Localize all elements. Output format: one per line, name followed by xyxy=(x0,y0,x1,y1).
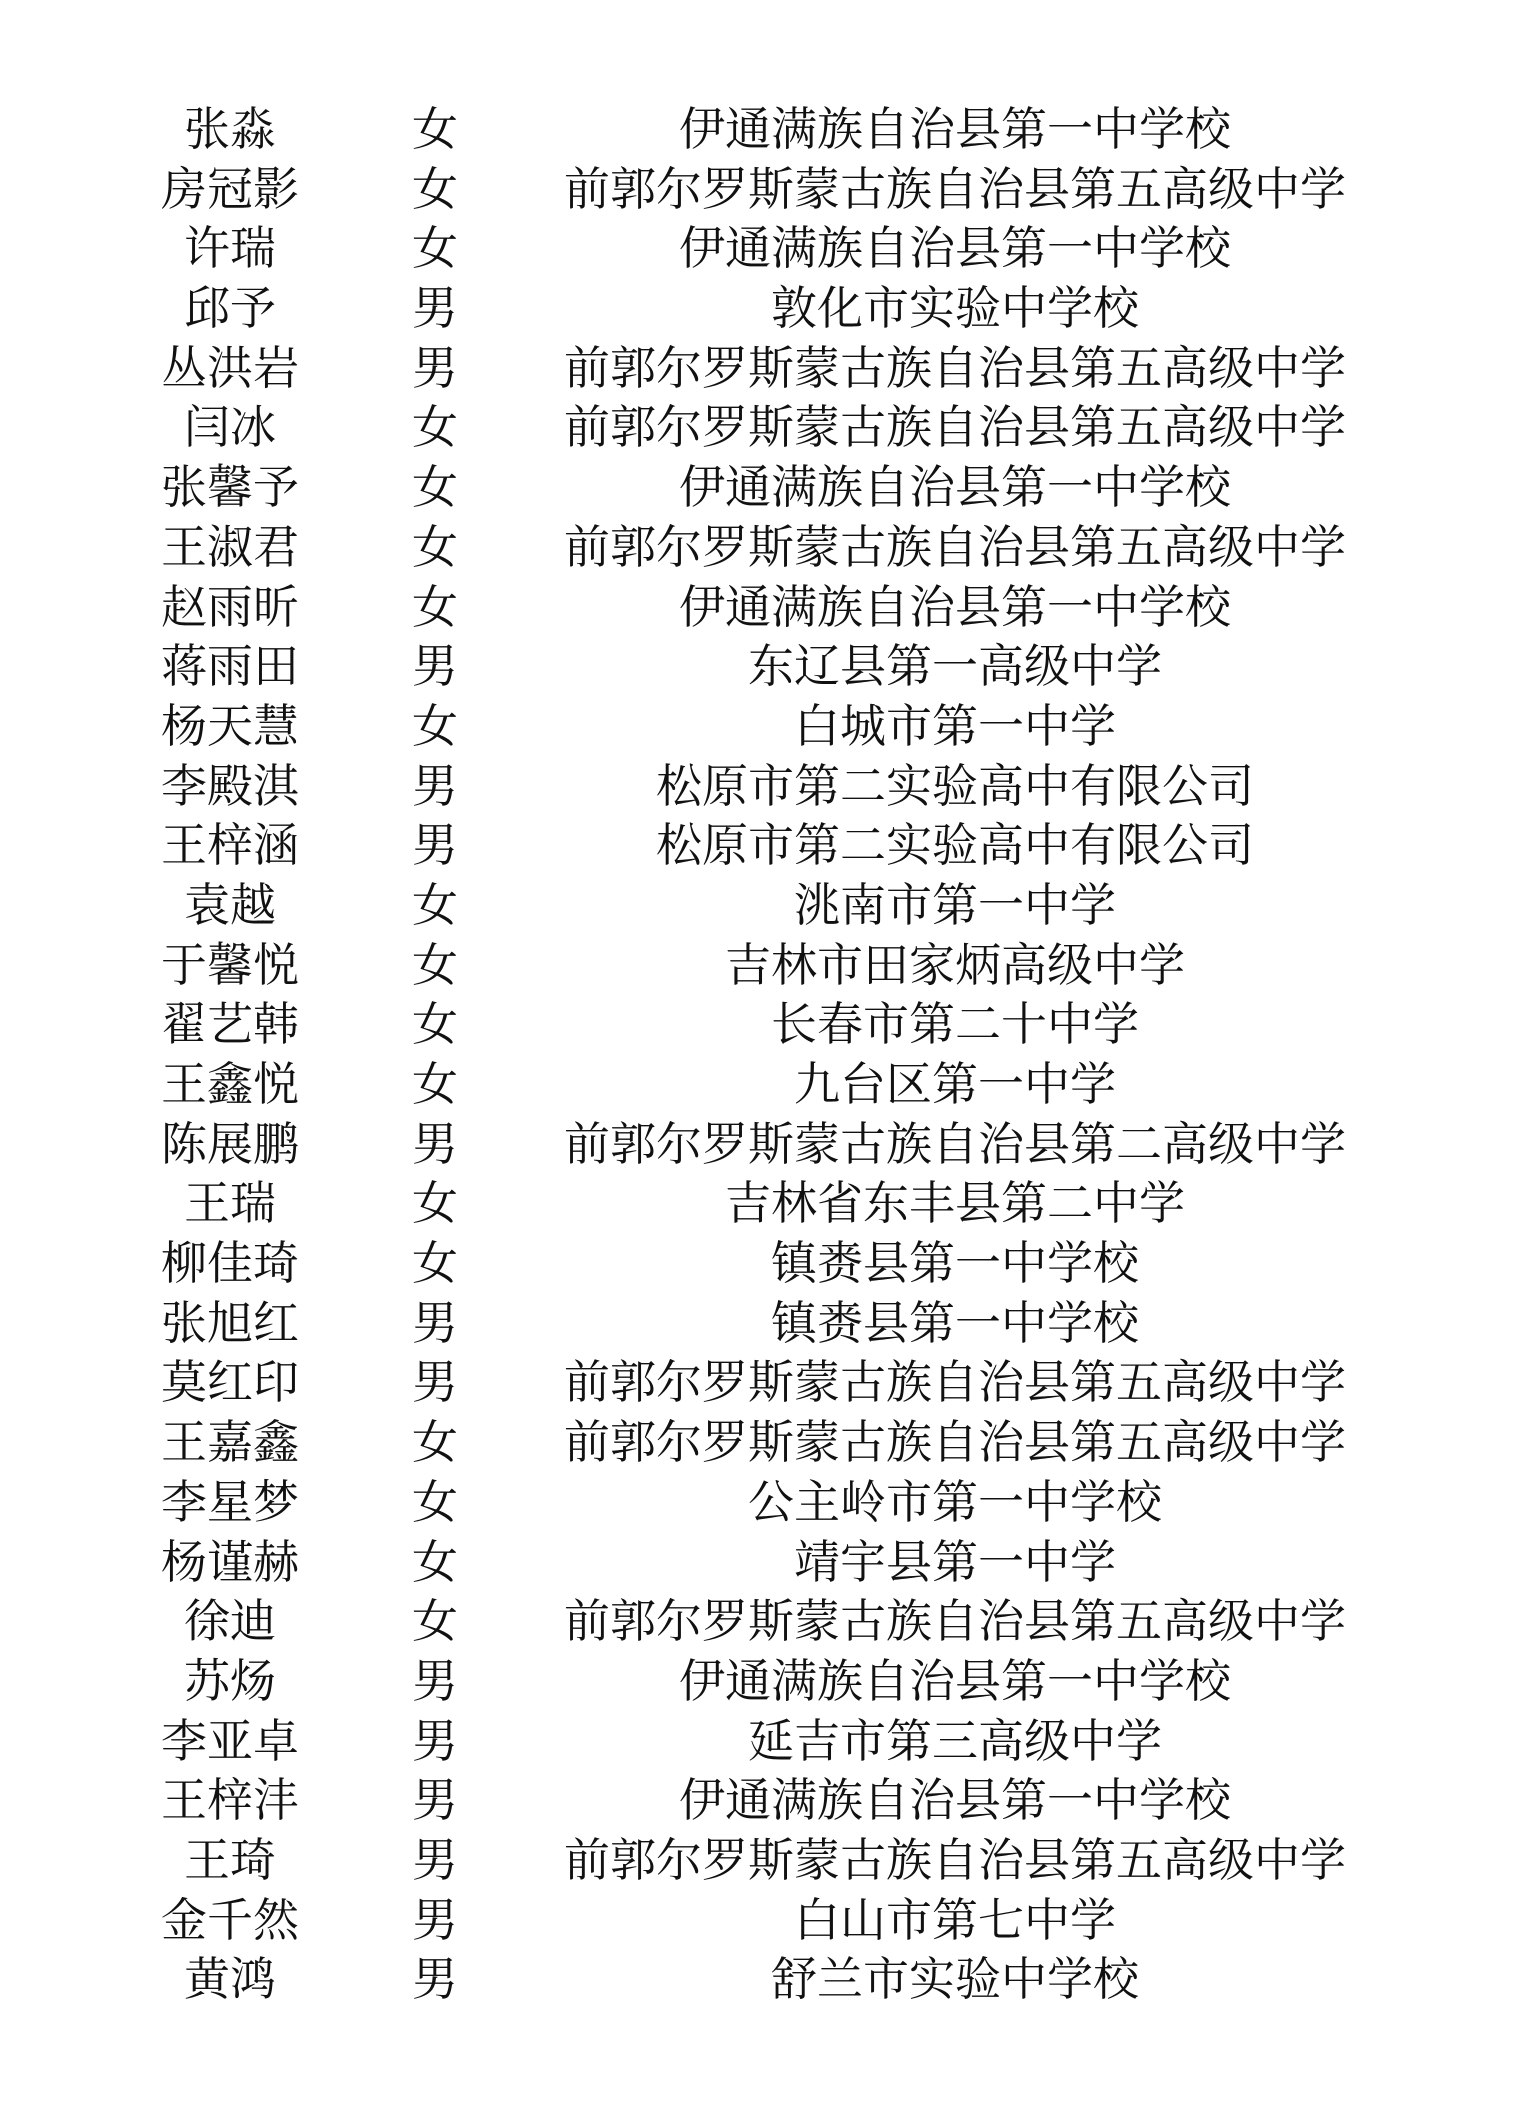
student-gender: 男 xyxy=(412,340,458,395)
student-gender: 男 xyxy=(412,1355,458,1410)
student-name: 王瑞 xyxy=(184,1176,276,1231)
student-name: 陈展鹏 xyxy=(161,1116,299,1171)
student-gender: 女 xyxy=(412,1176,458,1231)
student-gender: 男 xyxy=(412,1952,458,2007)
student-school: 延吉市第三高级中学 xyxy=(748,1713,1162,1768)
student-school: 镇赉县第一中学校 xyxy=(771,1236,1139,1291)
student-name: 王嘉鑫 xyxy=(161,1415,299,1470)
student-gender: 女 xyxy=(412,877,458,932)
student-gender: 女 xyxy=(412,400,458,455)
student-gender: 男 xyxy=(412,1295,458,1350)
student-school: 前郭尔罗斯蒙古族自治县第五高级中学 xyxy=(564,1415,1346,1470)
student-school: 吉林省东丰县第二中学 xyxy=(725,1176,1185,1231)
student-gender: 女 xyxy=(412,1415,458,1470)
student-school: 前郭尔罗斯蒙古族自治县第五高级中学 xyxy=(564,1594,1346,1649)
student-name: 王鑫悦 xyxy=(161,1057,299,1111)
student-gender: 男 xyxy=(412,639,458,694)
student-name: 莫红印 xyxy=(161,1355,299,1410)
student-school: 伊通满族自治县第一中学校 xyxy=(679,1773,1231,1828)
student-gender: 男 xyxy=(412,1832,458,1887)
table-row xyxy=(0,1831,1522,1891)
table-row xyxy=(0,816,1522,876)
student-school: 松原市第二实验高中有限公司 xyxy=(656,818,1254,873)
student-name: 张淼 xyxy=(184,102,276,156)
student-school: 白城市第一中学 xyxy=(794,698,1116,753)
student-gender: 女 xyxy=(412,1057,458,1111)
student-school: 白山市第七中学 xyxy=(794,1892,1116,1947)
student-gender: 男 xyxy=(412,1713,458,1768)
table-row xyxy=(0,757,1522,817)
table-row xyxy=(0,1592,1522,1652)
student-gender: 女 xyxy=(412,937,458,992)
student-school: 东辽县第一高级中学 xyxy=(748,639,1162,694)
table-row xyxy=(0,398,1522,458)
student-gender: 女 xyxy=(412,161,458,216)
table-row xyxy=(0,578,1522,638)
student-name: 黄鸿 xyxy=(184,1952,276,2007)
student-school: 伊通满族自治县第一中学校 xyxy=(679,1653,1231,1708)
student-name: 张馨予 xyxy=(161,460,299,515)
student-school: 松原市第二实验高中有限公司 xyxy=(656,758,1254,813)
table-row xyxy=(0,1712,1522,1772)
student-school: 前郭尔罗斯蒙古族自治县第五高级中学 xyxy=(564,1832,1346,1887)
table-row xyxy=(0,1652,1522,1712)
student-name: 李星梦 xyxy=(161,1474,299,1529)
table-row xyxy=(0,160,1522,220)
student-school: 公主岭市第一中学校 xyxy=(748,1474,1162,1529)
student-gender: 女 xyxy=(412,698,458,753)
student-school: 伊通满族自治县第一中学校 xyxy=(679,221,1231,276)
table-row xyxy=(0,1413,1522,1473)
table-row xyxy=(0,1055,1522,1115)
student-school: 舒兰市实验中学校 xyxy=(771,1952,1139,2007)
table-row xyxy=(0,458,1522,518)
student-name: 李殿淇 xyxy=(161,758,299,813)
student-name: 邱予 xyxy=(184,281,276,336)
student-name: 苏炀 xyxy=(184,1653,276,1708)
student-gender: 女 xyxy=(412,1236,458,1291)
student-school: 吉林市田家炳高级中学 xyxy=(725,937,1185,992)
student-gender: 男 xyxy=(412,1773,458,1828)
student-gender: 男 xyxy=(412,758,458,813)
table-row xyxy=(0,219,1522,279)
table-row xyxy=(0,936,1522,996)
student-name: 杨天慧 xyxy=(161,698,299,753)
student-name: 赵雨昕 xyxy=(161,579,299,634)
student-school: 靖宇县第一中学 xyxy=(794,1534,1116,1589)
student-school: 前郭尔罗斯蒙古族自治县第五高级中学 xyxy=(564,340,1346,395)
student-name: 袁越 xyxy=(184,877,276,932)
student-gender: 女 xyxy=(412,579,458,634)
table-row xyxy=(0,1950,1522,2010)
student-school: 前郭尔罗斯蒙古族自治县第五高级中学 xyxy=(564,1355,1346,1410)
student-name: 王淑君 xyxy=(161,519,299,574)
table-row xyxy=(0,1473,1522,1533)
table-row xyxy=(0,995,1522,1055)
student-name: 翟艺韩 xyxy=(161,997,299,1052)
student-gender: 男 xyxy=(412,1116,458,1171)
student-school: 长春市第二十中学 xyxy=(771,997,1139,1052)
student-gender: 男 xyxy=(412,1653,458,1708)
student-school: 敦化市实验中学校 xyxy=(771,281,1139,336)
table-row xyxy=(0,339,1522,399)
student-gender: 女 xyxy=(412,221,458,276)
student-gender: 女 xyxy=(412,460,458,515)
student-gender: 女 xyxy=(412,1474,458,1529)
student-gender: 女 xyxy=(412,102,458,156)
student-name: 徐迪 xyxy=(184,1594,276,1649)
table-row xyxy=(0,1115,1522,1175)
student-gender: 女 xyxy=(412,519,458,574)
student-name: 蒋雨田 xyxy=(161,639,299,694)
table-row xyxy=(0,279,1522,339)
student-name: 王琦 xyxy=(184,1832,276,1887)
student-gender: 女 xyxy=(412,1534,458,1589)
student-name: 李亚卓 xyxy=(161,1713,299,1768)
student-school: 九台区第一中学 xyxy=(794,1057,1116,1111)
table-row xyxy=(0,1234,1522,1294)
student-school: 洮南市第一中学 xyxy=(794,877,1116,932)
student-gender: 男 xyxy=(412,1892,458,1947)
table-row xyxy=(0,518,1522,578)
table-row xyxy=(0,1294,1522,1354)
student-school: 前郭尔罗斯蒙古族自治县第五高级中学 xyxy=(564,519,1346,574)
student-school: 前郭尔罗斯蒙古族自治县第五高级中学 xyxy=(564,400,1346,455)
student-name: 丛洪岩 xyxy=(161,340,299,395)
student-school: 伊通满族自治县第一中学校 xyxy=(679,460,1231,515)
student-name: 闫冰 xyxy=(184,400,276,455)
student-gender: 女 xyxy=(412,997,458,1052)
student-name: 房冠影 xyxy=(161,161,299,216)
table-row xyxy=(0,1174,1522,1234)
student-roster xyxy=(0,100,1522,2010)
student-school: 镇赉县第一中学校 xyxy=(771,1295,1139,1350)
student-name: 杨谨赫 xyxy=(161,1534,299,1589)
student-school: 伊通满族自治县第一中学校 xyxy=(679,579,1231,634)
student-name: 张旭红 xyxy=(161,1295,299,1350)
student-school: 前郭尔罗斯蒙古族自治县第二高级中学 xyxy=(564,1116,1346,1171)
table-row xyxy=(0,1353,1522,1413)
student-gender: 男 xyxy=(412,281,458,336)
table-row xyxy=(0,1891,1522,1951)
student-name: 金千然 xyxy=(161,1892,299,1947)
student-school: 伊通满族自治县第一中学校 xyxy=(679,102,1231,156)
student-name: 许瑞 xyxy=(184,221,276,276)
table-row xyxy=(0,100,1522,160)
student-name: 王梓涵 xyxy=(161,818,299,873)
table-row xyxy=(0,876,1522,936)
student-gender: 女 xyxy=(412,1594,458,1649)
student-gender: 男 xyxy=(412,818,458,873)
student-name: 于馨悦 xyxy=(161,937,299,992)
table-row xyxy=(0,637,1522,697)
table-row xyxy=(0,697,1522,757)
student-school: 前郭尔罗斯蒙古族自治县第五高级中学 xyxy=(564,161,1346,216)
table-row xyxy=(0,1771,1522,1831)
table-row xyxy=(0,1533,1522,1593)
student-name: 柳佳琦 xyxy=(161,1236,299,1291)
student-name: 王梓沣 xyxy=(161,1773,299,1828)
